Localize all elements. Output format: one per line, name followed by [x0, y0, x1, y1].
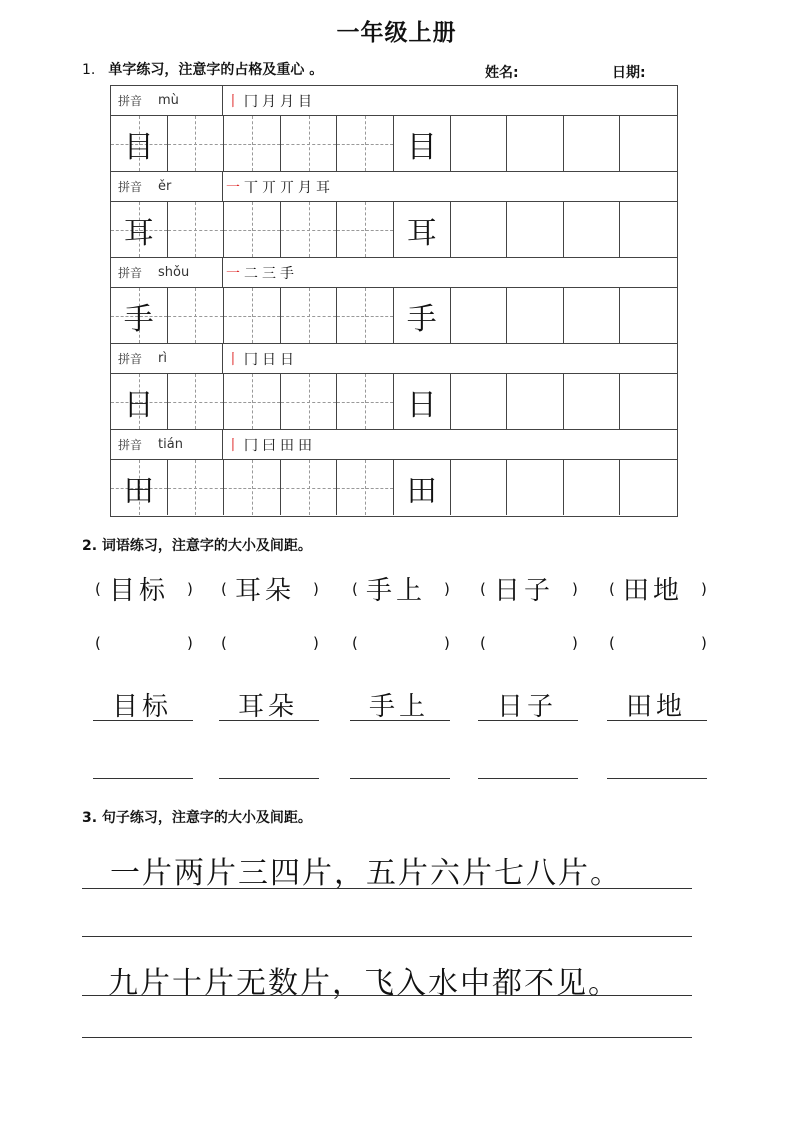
word-trace: 耳朵 [238, 692, 299, 722]
practice-cell[interactable] [507, 288, 564, 343]
practice-cell[interactable] [507, 202, 564, 257]
practice-cell[interactable] [337, 116, 394, 171]
practice-cell[interactable] [451, 374, 508, 429]
practice-cell[interactable] [507, 374, 564, 429]
stroke-step: 田 [280, 437, 294, 454]
practice-cell[interactable] [451, 460, 508, 515]
practice-row [111, 460, 677, 516]
practice-cell[interactable] [111, 202, 168, 257]
practice-cell[interactable] [224, 116, 281, 171]
section-1-label: 单字练习，注意字的占格及重心 。 [108, 62, 324, 78]
paren-open: ( [609, 634, 615, 652]
paren-open: ( [95, 634, 101, 652]
word-trace: 田地 [626, 692, 687, 722]
stroke-step: 月 [262, 93, 276, 110]
writing-line[interactable] [219, 778, 319, 779]
practice-cell[interactable] [111, 288, 168, 343]
practice-cell[interactable] [111, 116, 168, 171]
practice-cell[interactable] [507, 460, 564, 515]
stroke-step: 丨 [226, 437, 240, 454]
pinyin-text: tián [158, 437, 183, 452]
paren-open: ( [480, 634, 486, 652]
pinyin-label-cell [111, 344, 223, 373]
practice-cell[interactable] [620, 288, 677, 343]
practice-cell[interactable] [168, 288, 225, 343]
practice-cell[interactable] [564, 460, 621, 515]
stroke-step: 田 [298, 437, 312, 454]
practice-cell[interactable] [168, 116, 225, 171]
stroke-step: 一 [226, 265, 240, 282]
pinyin-label: 拼音 [118, 94, 143, 108]
stroke-step: 二 [244, 265, 258, 282]
pinyin-label-cell [111, 258, 223, 287]
stroke-order [223, 258, 298, 287]
paren-close: ) [313, 634, 319, 652]
practice-cell[interactable] [224, 460, 281, 515]
model-character: 手 [406, 302, 437, 337]
model-character: 目 [406, 130, 437, 165]
practice-row [111, 116, 677, 172]
paren-open: ( [221, 634, 227, 652]
model-character: 田 [123, 474, 154, 509]
practice-cell[interactable] [168, 202, 225, 257]
stroke-order [223, 86, 316, 115]
pinyin-row [111, 344, 677, 374]
practice-cell[interactable] [224, 288, 281, 343]
section-3-heading: 3. 句子练习，注意字的大小及间距。 [82, 810, 312, 826]
word-model: 田地 [623, 576, 684, 606]
stroke-step: 冂 [244, 93, 258, 110]
pinyin-label: 拼音 [118, 438, 143, 452]
paren-open: ( [221, 580, 227, 598]
writing-line[interactable] [607, 720, 707, 721]
word-model: 手上 [366, 576, 427, 606]
paren-close: ) [444, 634, 450, 652]
stroke-step: 耳 [316, 179, 330, 196]
stroke-step: 手 [280, 265, 294, 282]
stroke-step: 丨 [226, 351, 240, 368]
writing-line[interactable] [478, 778, 578, 779]
pinyin-row [111, 86, 677, 116]
practice-cell[interactable] [564, 288, 621, 343]
practice-cell[interactable] [337, 288, 394, 343]
model-character: 目 [123, 130, 154, 165]
sentence-2: 九片十片无数片，飞入水中都不见。 [108, 966, 620, 1001]
writing-line[interactable] [607, 778, 707, 779]
paren-close: ) [313, 580, 319, 598]
practice-cell[interactable] [224, 202, 281, 257]
paren-close: ) [701, 580, 707, 598]
practice-cell[interactable] [111, 374, 168, 429]
writing-line[interactable] [93, 778, 193, 779]
practice-cell[interactable] [168, 460, 225, 515]
section-2-heading: 2. 词语练习，注意字的大小及间距。 [82, 538, 312, 554]
stroke-step: 丨 [226, 93, 240, 110]
practice-cell[interactable] [451, 202, 508, 257]
word-model: 日子 [494, 576, 555, 606]
paren-close: ) [572, 634, 578, 652]
stroke-step: 日 [280, 351, 294, 368]
practice-cell[interactable] [281, 116, 338, 171]
practice-cell[interactable] [281, 460, 338, 515]
model-character: 田 [406, 474, 437, 509]
model-character: 手 [123, 302, 154, 337]
stroke-step: 丌 [262, 179, 276, 196]
stroke-order [223, 172, 334, 201]
writing-line[interactable] [350, 778, 450, 779]
paren-close: ) [187, 580, 193, 598]
paren-close: ) [701, 634, 707, 652]
practice-row [111, 374, 677, 430]
paren-open: ( [480, 580, 486, 598]
practice-cell[interactable] [507, 116, 564, 171]
practice-cell[interactable] [394, 288, 451, 343]
word-trace: 目标 [112, 692, 173, 722]
writing-line[interactable] [350, 720, 450, 721]
paren-close: ) [572, 580, 578, 598]
model-character: 耳 [123, 216, 154, 251]
name-label: 姓名: [485, 65, 519, 81]
pinyin-row [111, 430, 677, 460]
stroke-step: 月 [280, 93, 294, 110]
paren-open: ( [352, 580, 358, 598]
stroke-order [223, 430, 316, 459]
pinyin-label-cell [111, 430, 223, 459]
practice-cell[interactable] [281, 374, 338, 429]
word-model: 目标 [109, 576, 170, 606]
pinyin-row [111, 258, 677, 288]
paren-close: ) [444, 580, 450, 598]
practice-cell[interactable] [281, 202, 338, 257]
writing-line[interactable] [82, 1037, 692, 1038]
pinyin-label: 拼音 [118, 180, 143, 194]
sentence-1: 一片两片三四片，五片六片七八片。 [110, 856, 622, 891]
pinyin-text: mù [158, 93, 179, 108]
writing-line[interactable] [219, 720, 319, 721]
stroke-step: 曰 [262, 437, 276, 454]
model-character: 日 [123, 388, 154, 423]
writing-line[interactable] [82, 936, 692, 937]
practice-cell[interactable] [564, 374, 621, 429]
practice-cell[interactable] [620, 116, 677, 171]
practice-cell[interactable] [394, 202, 451, 257]
stroke-step: 一 [226, 179, 240, 196]
paren-close: ) [187, 634, 193, 652]
stroke-step: 三 [262, 265, 276, 282]
writing-line[interactable] [82, 888, 692, 889]
pinyin-row [111, 172, 677, 202]
practice-cell[interactable] [451, 116, 508, 171]
practice-cell[interactable] [394, 460, 451, 515]
pinyin-label-cell [111, 86, 223, 115]
practice-cell[interactable] [564, 202, 621, 257]
stroke-step: 月 [298, 179, 312, 196]
pinyin-text: shǒu [158, 265, 190, 280]
pinyin-text: ěr [158, 179, 172, 194]
paren-open: ( [352, 634, 358, 652]
writing-line[interactable] [82, 995, 692, 996]
date-label: 日期: [612, 65, 646, 81]
practice-cell[interactable] [451, 288, 508, 343]
pinyin-label: 拼音 [118, 352, 143, 366]
practice-cell[interactable] [620, 202, 677, 257]
practice-row [111, 202, 677, 258]
practice-cell[interactable] [394, 116, 451, 171]
stroke-step: 丅 [244, 179, 258, 196]
word-trace: 手上 [369, 692, 430, 722]
word-model: 耳朵 [235, 576, 296, 606]
writing-line[interactable] [478, 720, 578, 721]
practice-cell[interactable] [620, 374, 677, 429]
model-character: 日 [406, 388, 437, 423]
practice-cell[interactable] [337, 460, 394, 515]
stroke-step: 日 [262, 351, 276, 368]
practice-cell[interactable] [394, 374, 451, 429]
stroke-order [223, 344, 298, 373]
practice-cell[interactable] [111, 460, 168, 515]
character-grid [110, 85, 678, 517]
paren-open: ( [609, 580, 615, 598]
stroke-step: 冂 [244, 437, 258, 454]
practice-cell[interactable] [224, 374, 281, 429]
stroke-step: 冂 [244, 351, 258, 368]
practice-cell[interactable] [168, 374, 225, 429]
model-character: 耳 [406, 216, 437, 251]
section-1-number: 1. [82, 62, 96, 78]
word-trace: 日子 [497, 692, 558, 722]
practice-cell[interactable] [620, 460, 677, 515]
writing-line[interactable] [93, 720, 193, 721]
practice-cell[interactable] [337, 202, 394, 257]
section-1-heading [82, 59, 323, 79]
stroke-step: 目 [298, 93, 312, 110]
practice-row [111, 288, 677, 344]
pinyin-text: rì [158, 351, 167, 366]
paren-open: ( [95, 580, 101, 598]
practice-cell[interactable] [337, 374, 394, 429]
pinyin-label-cell [111, 172, 223, 201]
pinyin-label: 拼音 [118, 266, 143, 280]
page-title: 一年级上册 [336, 20, 457, 46]
practice-cell[interactable] [564, 116, 621, 171]
stroke-step: 丌 [280, 179, 294, 196]
practice-cell[interactable] [281, 288, 338, 343]
